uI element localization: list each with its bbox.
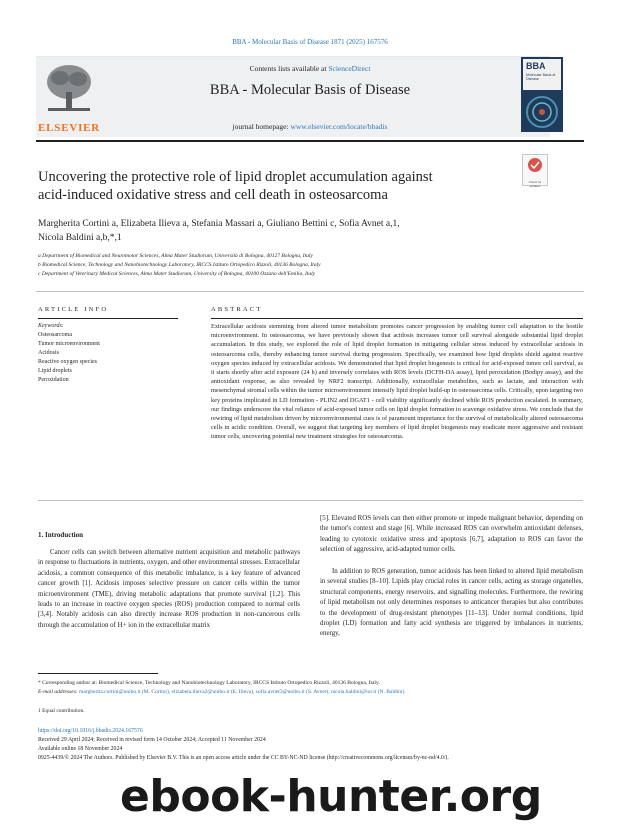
homepage-link[interactable]: www.elsevier.com/locate/bbadis xyxy=(290,122,388,131)
author-list xyxy=(38,217,508,245)
journal-reference[interactable]: BBA - Molecular Basis of Disease 1871 (2025) 167576 xyxy=(232,38,388,46)
keyword-item: Peroxidation xyxy=(38,377,69,383)
authors-line-1: Margherita Cortini a, Elizabeta Ilieva a, Stefania Massari a, Giuliano Bettini c, Sofia Avnet a,1, xyxy=(38,219,400,229)
license-note: 0925-4439/© 2024 The Authors. Published by Elsevier B.V. This is an open access article under the CC BY-NC-ND license (http://creativecommons.org/licenses/by-nc-nd/4.0/). xyxy=(38,755,449,761)
publisher-logo-text: ELSEVIER xyxy=(38,122,101,134)
affiliation-divider xyxy=(36,291,584,292)
check-updates-label: Check for updates xyxy=(528,180,542,188)
title-line-1: Uncovering the protective role of lipid droplet accumulation against xyxy=(38,169,433,185)
corresponding-author-note: * Corresponding author at: Biomedical Science, Technology and Nanobiotechnology Laboratory, IRCCS Istituto Ortopedico Rizzoli, 40136 Bologna, Italy. xyxy=(38,680,380,686)
available-online: Available online 18 November 2024 xyxy=(38,746,123,752)
article-info-heading: ARTICLE INFO xyxy=(38,306,109,313)
abstract-heading: ABSTRACT xyxy=(211,306,263,313)
abstract-body: Extracellular acidosis stemming from altered tumor metabolism promotes cancer progression by enabling tumor cell adaptation to the hostile microenvironment. In osteosarcoma, we have previously shown that acidosis increases tumor cell survival alongside substantial lipid droplet accumulation. In this study, we explored the role of lipid droplet formation in mitigating cellular stress induced by extracellular acidosis in osteosarcoma cells, thereby enhancing tumor survival during progression. Specifically, we examined how lipid droplets shield against reactive oxygen species induced by extracellular acidosis. We demonstrated that lipid droplet biogenesis is critical for acid-exposed tumor cell survival, as it starts shortly after acid exposure (24 h) and inversely correlates with ROS levels (DCFH-DA assay), lipid peroxidation (Bodipy assay), and the antioxidant response, as also revealed by NRF2 transcript. Additionally, extracellular metabolites, such as lactate, and interaction with mesenchymal stromal cells within the tumor microenvironment intensify lipid droplet build-up in osteosarcoma cells. Critically, upon targeting two key proteins implicated in LD formation - PLIN2 and DGAT1 - cell viability significantly declined while ROS production escalated. In summary, our findings underscore the vital reliance of acid-exposed tumor cells on lipid droplet formation to scavenge oxidative stress. We conclude that the rewiring of lipid metabolism driven by microenvironmental cues is of paramount importance for the survival of metabolically altered osteosarcoma cells in acidic condition. Overall, we suggest that targeting key members of lipid droplet biogenesis may eradicate more aggressive and resistant tumor cells, uncovering potential new treatment strategies for osteosarcoma. xyxy=(211,323,583,441)
keywords-label: Keywords: xyxy=(38,323,64,329)
sciencedirect-link[interactable]: ScienceDirect xyxy=(328,64,371,73)
abstract-rule xyxy=(211,318,583,319)
journal-cover-thumbnail xyxy=(521,57,563,132)
received-dates: Received 29 April 2024; Received in revised form 14 October 2024; Accepted 11 November 2024 xyxy=(38,737,266,743)
email-note xyxy=(38,688,583,696)
title-line-2: acid-induced oxidative stress and cell death in osteosarcoma xyxy=(38,187,388,203)
article-title xyxy=(38,168,488,204)
abstract-bottom-rule xyxy=(38,500,583,501)
introduction-heading: 1. Introduction xyxy=(38,531,83,539)
intro-left-paragraph: Cancer cells can switch between alternative nutrient acquisition and metabolic pathways in response to fluctuations in nutrients, oxygen, and other environmental stresses. Extracellular acidosis, a common consequence of this metabolic imbalance, is a key feature of advanced cancer growth [1]. Acidosis imposes selective pressure on cancer cells within the tumor microenvironment (TME), driving metabolic adaptations that promote survival [1,2]. This leads to an increase in reactive oxygen species (ROS) production compared to normal cells [3,4]. Notably acidosis can also directly increase ROS production in non-cancerous cells through the accumulation of H+ ion in the extracellular matrix xyxy=(38,549,300,629)
affiliation-c: c Department of Veterinary Medical Sciences, Alma Mater Studiorum, University of Bologna, 40100 Ozzano dell'Emilia, Italy xyxy=(38,271,316,277)
journal-name: BBA - Molecular Basis of Disease xyxy=(209,82,411,98)
header-divider xyxy=(36,140,584,142)
keyword-item: Osteosarcoma xyxy=(38,332,72,338)
intro-right-paragraph-1: [5]. Elevated ROS levels can then either promote or impede malignant behavior, depending on the tumor's context and stage [6]. While increased ROS can overwhelm antioxidant defenses, leading to cytotoxic oxidative stress and apoptosis [6,7], adaptation to ROS can favor the selection of aggressive, acid-adapted tumor cells. xyxy=(320,515,583,554)
keyword-item: Lipid droplets xyxy=(38,368,72,374)
doi-link[interactable]: https://doi.org/10.1016/j.bbadis.2024.167576 xyxy=(38,728,143,734)
affiliation-b: b Biomedical Science, Technology and Nanobiotechnology Laboratory, IRCCS Istituto Ortopedico Rizzoli, 40136 Bologna, Italy xyxy=(38,262,321,268)
check-updates-icon xyxy=(523,155,547,175)
cover-title: BBA xyxy=(526,61,546,71)
article-info-rule xyxy=(38,318,178,319)
keyword-item: Reactive oxygen species xyxy=(38,359,97,365)
cover-art-icon xyxy=(521,92,563,132)
email-links[interactable]: margherita.cortini@unibo.it (M. Cortini), elizabeta.ilieva2@unibo.it (E. Ilieva), sofia.avnet3@unibo.it (S. Avnet), nicola.baldini@ior.it (N. Baldini). xyxy=(79,689,406,695)
watermark-text: ebook-hunter.org xyxy=(120,771,542,822)
authors-line-2: Nicola Baldini a,b,*,1 xyxy=(38,233,122,243)
cover-subtitle: Molecular Basis of Disease xyxy=(526,73,556,82)
keyword-item: Tumor microenvironment xyxy=(38,341,100,347)
homepage-prefix: journal homepage: xyxy=(232,122,291,131)
check-for-updates-button[interactable] xyxy=(522,154,548,186)
email-label: E-mail addresses: xyxy=(38,689,78,695)
keyword-item: Acidosis xyxy=(38,350,59,356)
footnote-rule xyxy=(38,673,158,674)
affiliation-a: a Department of Biomedical and Neuromotor Sciences, Alma Mater Studiorum, Università di Bologna, 40127 Bologna, Italy xyxy=(38,253,313,259)
equal-contribution-note: 1 Equal contribution. xyxy=(38,708,85,714)
contents-prefix: Contents lists available at xyxy=(249,64,329,73)
intro-right-paragraph-2: In addition to ROS generation, tumor acidosis has been linked to altered lipid metabolism in several studies [8–10]. Lipids play crucial roles in cancer cells, acting as storage organelles, structural components, energy reservoirs, and signalling molecules. Furthermore, the rewiring of lipid metabolism not only determines responses to anticancer therapies but also contributes to the development of drug-resistant phenotypes [11–13]. Under normal conditions, lipid droplet (LD) formation and fatty acid synthesis are triggered by imbalances in nutrients, energy, xyxy=(320,568,583,638)
